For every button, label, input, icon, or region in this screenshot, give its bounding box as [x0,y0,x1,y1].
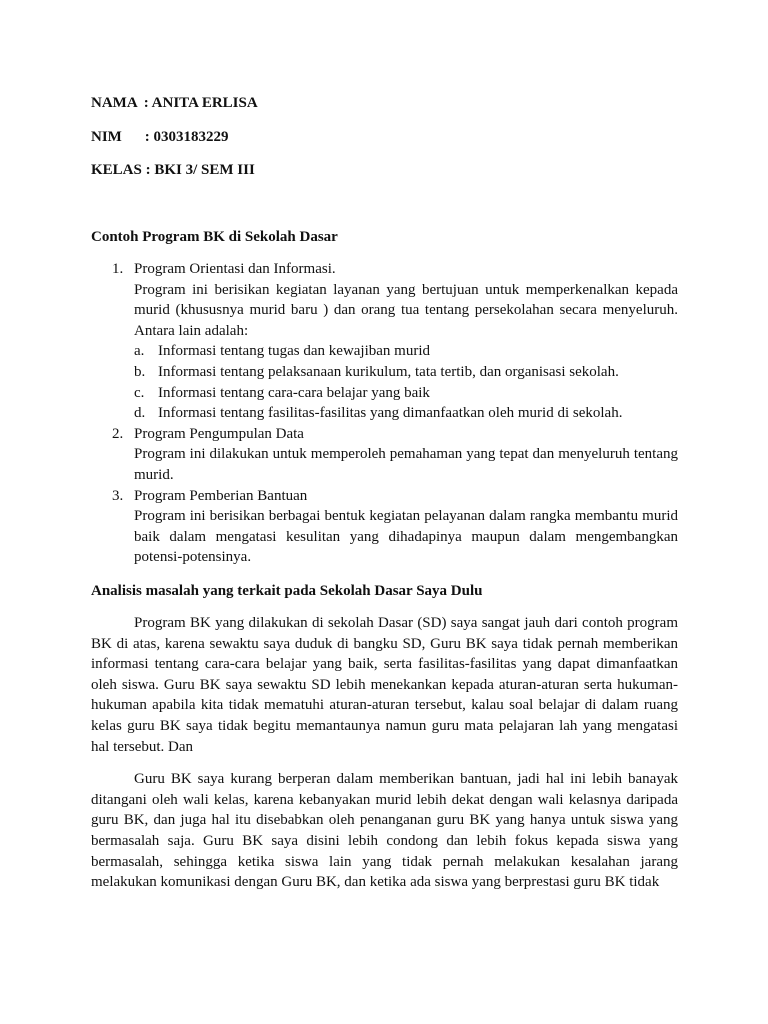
sub-item-b [134,362,678,383]
item-body: Program ini berisikan berbagai bentuk kegiatan pelayanan dalam rangka membantu murid baik dalam mengatasi kesulitan yang dihadapinya maupun dalam mengembangkan potensi-potensinya. [134,508,678,566]
header-nim-value: 0303183229 [153,129,229,145]
item-number: 2. [112,425,124,442]
header-nama-line [91,93,258,114]
analysis-paragraph-2: Guru BK saya kurang berperan dalam memberikan bantuan, jadi hal ini lebih banayak ditangani oleh wali kelas, karena kebanyakan murid lebih dekat dengan wali kelasnya daripada guru BK, dan juga hal itu disebabkan oleh penanganan guru BK yang hanya untuk siswa yang bermasalah saja. Guru BK saya disini lebih condong dan lebih fokus kepada siswa yang bermasalah, sehingga ketika siswa lain yang tidak pernah melakukan kesalahan jarang melakukan komunikasi dengan Guru BK, dan ketika ada siswa yang berprestasi guru BK tidak [91,771,678,891]
sub-letter: a. [134,343,145,360]
item-title: Program Pemberian Bantuan [134,487,308,504]
header-kelas-line [91,160,255,181]
program-item-3 [91,486,678,568]
section2-title: Analisis masalah yang terkait pada Sekolah Dasar Saya Dulu [91,583,483,599]
item-body: Program ini dilakukan untuk memperoleh pemahaman yang tepat dan menyeluruh tentang murid. [134,446,678,483]
sub-text: Informasi tentang fasilitas-fasilitas yang dimanfaatkan oleh murid di sekolah. [158,405,623,422]
sub-letter: c. [134,384,145,401]
program-list [91,259,678,568]
header-nim-label: NIM [91,129,122,145]
analysis-paragraph-1: Program BK yang dilakukan di sekolah Dasar (SD) saya sangat jauh dari contoh program BK di atas, karena sewaktu saya duduk di bangku SD, Guru BK saya tidak pernah memberikan informasi tentang cara-cara belajar yang baik, serta fasilitas-fasilitas yang dapat dimanfaatkan oleh siswa. Guru BK saya sewaktu SD lebih menekankan kepada aturan-aturan serta hukuman-hukuman apabila kita tidak mematuhi aturan-aturan tersebut, kalau soal belajar di dalam ruang kelas guru BK saya tidak begitu memantaunya namun guru mata pelajaran lah yang mengatasi hal tersebut. Dan [91,615,678,755]
program-item-1 [91,259,678,424]
header-kelas-sep: : [141,162,155,178]
item-number: 3. [112,487,124,504]
sub-item-d [134,403,678,424]
sub-text: Informasi tentang cara-cara belajar yang baik [158,384,430,401]
section1-title: Contoh Program BK di Sekolah Dasar [91,229,338,245]
sub-letter: b. [134,363,146,380]
header-kelas-value: BKI 3/ SEM III [154,162,255,178]
sub-text: Informasi tentang pelaksanaan kurikulum, tata tertib, dan organisasi sekolah. [158,363,619,380]
header-nama-value: ANITA ERLISA [151,95,258,111]
sub-item-c [134,383,678,404]
header-nama-label: NAMA [91,95,138,111]
header-kelas-label: KELAS [91,162,142,178]
header-nim-line [91,127,229,148]
header-nim-sep: : [141,129,154,145]
sub-text: Informasi tentang tugas dan kewajiban murid [158,343,431,360]
header-nama-sep: : [140,95,152,111]
sub-letter: d. [134,405,146,422]
item-number: 1. [112,261,124,277]
item-title: Program Orientasi dan Informasi. [134,261,336,277]
item-title: Program Pengumpulan Data [134,425,304,442]
analysis-body [91,613,678,893]
program-item-2 [91,424,678,486]
item-body: Program ini berisikan kegiatan layanan yang bertujuan untuk memperkenalkan kepada murid (khususnya murid baru ) dan orang tua tentang persekolahan secara menyeluruh. Antara lain adalah: [134,281,678,339]
sub-item-a [134,341,678,362]
